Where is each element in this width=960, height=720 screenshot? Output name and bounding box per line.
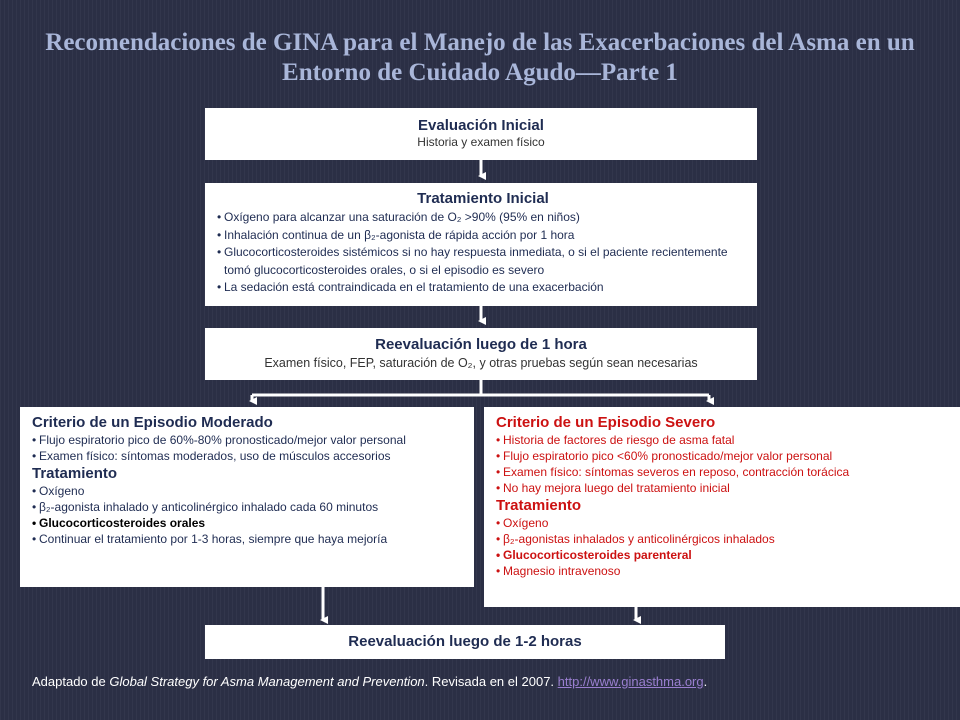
title-line-1: Recomendaciones de GINA para el Manejo de las Exacerbaciones del Asma en un: [45, 29, 915, 56]
source-footer: [32, 674, 707, 689]
footer-middle: . Revisada en el 2007.: [424, 674, 558, 689]
list-item: • Flujo espiratorio pico <60% pronosticado/mejor valor personal: [496, 448, 956, 464]
moderate-heading: Criterio de un Episodio Moderado: [32, 414, 273, 431]
list-item: • Oxígeno: [32, 483, 468, 499]
footer-prefix: Adaptado de: [32, 674, 110, 689]
moderate-treatment-heading: Tratamiento: [32, 465, 118, 482]
severe-treatment-heading: Tratamiento: [496, 497, 582, 514]
list-item: • Glucocorticosteroides orales: [32, 515, 468, 531]
list-item: • Flujo espiratorio pico de 60%-80% pronosticado/mejor valor personal: [32, 432, 468, 448]
list-item: • Inhalación continua de un β₂-agonista de rápida acción por 1 hora: [217, 227, 749, 245]
list-item: • β₂-agonista inhalado y anticolinérgico inhalado cada 60 minutos: [32, 499, 468, 515]
reassess-1h-heading: Reevaluación luego de 1 hora: [375, 336, 587, 353]
reassess-1h-box: [205, 328, 757, 380]
list-item: • No hay mejora luego del tratamiento inicial: [496, 480, 956, 496]
moderate-criteria-list: [32, 432, 468, 464]
list-item: • Glucocorticosteroides parenteral: [496, 547, 956, 563]
list-item: • Magnesio intravenoso: [496, 563, 956, 579]
list-item: • Examen físico: síntomas severos en reposo, contracción torácica: [496, 464, 956, 480]
severe-criteria-list: [496, 432, 956, 496]
list-item: • β₂-agonistas inhalados y anticolinérgicos inhalados: [496, 531, 956, 547]
list-item: • Oxígeno: [496, 515, 956, 531]
moderate-treatment-list: [32, 483, 468, 547]
footer-suffix: .: [703, 674, 708, 689]
initial-evaluation-heading: Evaluación Inicial: [418, 117, 544, 134]
list-item: • Glucocorticosteroides sistémicos si no hay respuesta inmediata, o si el paciente recientemente tomó glucocorticosteroides orales, o si el episodio es severo: [217, 244, 749, 279]
severe-episode-box: [484, 407, 960, 607]
initial-evaluation-box: [205, 108, 757, 160]
list-item: • Examen físico: síntomas moderados, uso de músculos accesorios: [32, 448, 468, 464]
initial-treatment-list: [217, 209, 749, 297]
initial-treatment-box: [205, 183, 757, 306]
severe-heading: Criterio de un Episodio Severo: [496, 414, 716, 431]
gina-link[interactable]: http://www.ginasthma.org: [557, 674, 704, 689]
list-item: • Continuar el tratamiento por 1-3 horas, siempre que haya mejoría: [32, 531, 468, 547]
severe-treatment-list: [496, 515, 956, 579]
list-item: • Historia de factores de riesgo de asma fatal: [496, 432, 956, 448]
reassess-1h-text: Examen físico, FEP, saturación de O₂, y otras pruebas según sean necesarias: [264, 356, 698, 370]
reassess-12h-box: [205, 625, 725, 659]
reassess-12h-heading: Reevaluación luego de 1-2 horas: [348, 633, 582, 650]
footer-source-title: Global Strategy for Asma Management and Prevention: [109, 674, 425, 689]
title-line-2: Entorno de Cuidado Agudo—Parte 1: [282, 59, 678, 86]
list-item: • Oxígeno para alcanzar una saturación de O₂ >90% (95% en niños): [217, 209, 749, 227]
initial-evaluation-text: Historia y examen físico: [417, 135, 545, 149]
list-item: • La sedación está contraindicada en el tratamiento de una exacerbación: [217, 279, 749, 297]
moderate-episode-box: [20, 407, 474, 587]
initial-treatment-heading: Tratamiento Inicial: [417, 190, 549, 207]
